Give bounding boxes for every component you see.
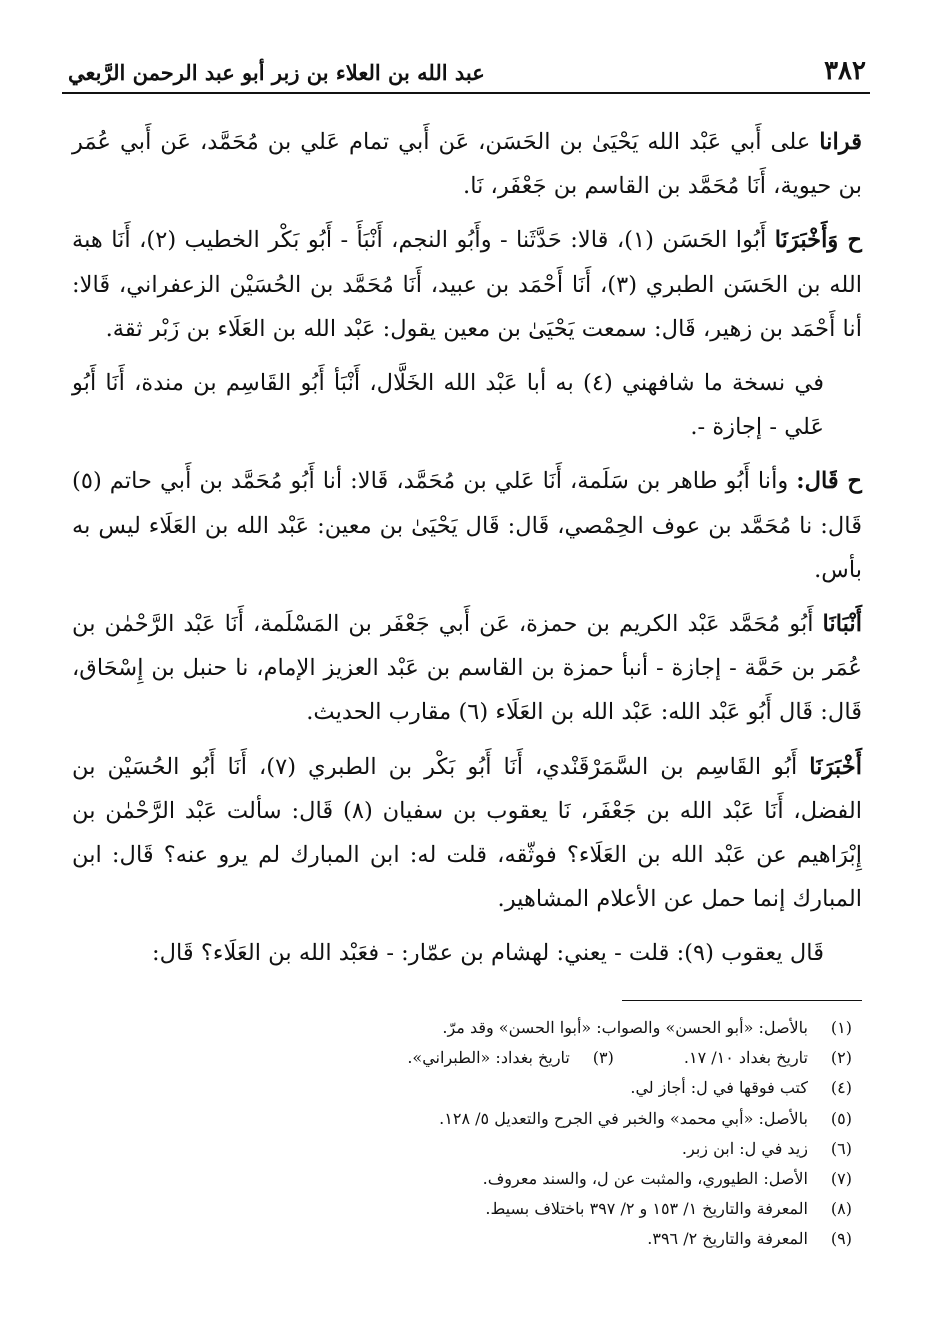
footnote-divider: [622, 1000, 862, 1001]
paragraph: [72, 361, 862, 449]
paragraph-lead: أَخْبَرَنَا: [809, 753, 862, 780]
paragraph: [72, 218, 862, 351]
footnotes: [72, 1013, 862, 1285]
footnote-number: (٣): [592, 1048, 614, 1068]
footnote-text: المعرفة والتاريخ ١/ ١٥٣ و ٢/ ٣٩٧ باختلاف بسيط.: [485, 1199, 808, 1219]
footnote: [72, 1013, 862, 1043]
footnote: [72, 1255, 862, 1285]
footnote-text: بالأصل: «أبي محمد» والخبر في الجرح والتعديل ٥/ ١٢٨.: [439, 1108, 808, 1128]
running-title: عبد الله بن العلاء بن زبر أبو عبد الرحمن الرَّبعي: [68, 60, 485, 85]
paragraph-lead: أَنْبَانَا: [822, 611, 862, 638]
paragraph-lead: ح قَال:: [796, 468, 862, 495]
paragraph-lead: ح وَأَخْبَرَنَا: [774, 227, 862, 254]
main-text: [72, 120, 862, 986]
footnote-number: (٦): [830, 1138, 852, 1158]
footnote-text: زيد في ل: ابن زبر.: [681, 1138, 808, 1158]
paragraph-text: قَال يعقوب (٩): قلت - يعني: لهشام بن عمّار: - فعَبْد الله بن العَلَاء؟ قَال:: [151, 940, 824, 967]
footnote-number: (٢): [830, 1048, 852, 1068]
paragraph: [72, 120, 862, 208]
paragraph: [72, 931, 862, 975]
footnote-text: تاريخ بغداد ١٠/ ١٧.: [683, 1048, 808, 1068]
footnote-number: (٧): [830, 1168, 852, 1188]
footnote-text: الأصل: الطيوري، والمثبت عن ل، والسند معروف.: [482, 1168, 808, 1188]
footnote: [72, 1134, 862, 1164]
footnote: [72, 1224, 862, 1254]
paragraph: [72, 459, 862, 592]
paragraph-text: على أَبي عَبْد الله يَحْيَىٰ بن الحَسَن، عَن أَبي تمام عَلي بن مُحَمَّد، عَن أَبي عُمَر بن حيوية، أَنَا مُحَمَّد بن القاسم بن جَعْفَر، نَا.: [72, 129, 862, 200]
footnote-number: (٥): [830, 1108, 852, 1128]
footnote-number: (٨): [830, 1199, 852, 1219]
footnote-text: بالأصل: «أبو الحسن» والصواب: «أبوا الحسن» وقد مرّ.: [442, 1018, 808, 1037]
footnote: [72, 1043, 862, 1073]
footnote: [72, 1164, 862, 1194]
footnote-number: (٩): [830, 1229, 852, 1249]
paragraph-text: أَبُو مُحَمَّد عَبْد الكريم بن حمزة، عَن أَبي جَعْفَر بن المَسْلَمة، أَنَا عَبْد الرَّحْمٰن بن عُمَر بن حَمَّة - إجازة - أنبأ حمزة بن القاسم بن عَبْد العزيز الإمام، نا حنبل بن إِسْحَاق، قَال: قَال أَبُو عَبْد الله: عَبْد الله بن العَلَاء (٦) مقارب الحديث.: [72, 611, 862, 726]
footnote: [72, 1073, 862, 1103]
footnote-text: المعرفة والتاريخ ٢/ ٣٩٦.: [647, 1229, 808, 1249]
footnote-number: (١): [830, 1018, 852, 1037]
paragraph-text: في نسخة ما شافهني (٤) به أبا عَبْد الله الخَلَّال، أَنْبَأ أَبُو القَاسِم بن مندة، أَنَا أَبُو عَلي - إجازة -.: [72, 370, 825, 441]
paragraph: [72, 745, 862, 922]
paragraph: [72, 602, 862, 735]
footnote-text: كتب فوقها في ل: أجاز لي.: [630, 1078, 808, 1098]
paragraph-text: أَبُو القَاسِم بن السَّمَرْقَنْدي، أَنَا أَبُو بَكْر بن الطبري (٧)، أَنَا أَبُو الحُسَيْن بن الفضل، أَنَا عَبْد الله بن جَعْفَر، نَا يعقوب بن سفيان (٨) قَال: سألت عَبْد الرَّحْمٰن بن إِبْرَاهيم عن عَبْد الله بن العَلَاء؟ فوثّقه، قلت له: ابن المبارك لم يرو عنه؟ قَال: ابن المبارك إنما حمل عن الأعلام المشاهير.: [72, 753, 863, 913]
paragraph-lead: قرانا: [819, 129, 862, 155]
footnote-text: تاريخ بغداد: «الطبراني».: [407, 1048, 570, 1068]
paragraph-text: أَبُوا الحَسَن (١)، قالا: حَدَّثَنا - وأَبُو النجم، أَنْبَأَ - أَبُو بَكْر الخطيب (٢)، أَنَا هبة الله بن الحَسَن الطبري (٣)، أَنَا أَحْمَد بن عبيد، أَنَا مُحَمَّد بن الحُسَيْن الزعفراني، قَالا: أنا أَحْمَد بن زهير، قَال: سمعت يَحْيَىٰ بن معين يقول: عَبْد الله بن العَلَاء بن زَبْر ثقة.: [72, 227, 862, 342]
footnote: [72, 1194, 862, 1224]
footnote: [72, 1104, 862, 1134]
footnote-number: (٤): [830, 1078, 852, 1098]
paragraph-text: وأنا أَبُو طاهر بن سَلَمة، أَنَا عَلي بن مُحَمَّد، قَالا: أنا أَبُو مُحَمَّد بن أَبي حاتم (٥) قَال: نا مُحَمَّد بن عوف الحِمْصي، قَال: قَال يَحْيَىٰ بن معين: عَبْد الله بن العَلَاء ليس به بأس.: [72, 468, 862, 583]
page-number: ٣٨٢: [824, 56, 866, 86]
page-header: [62, 52, 870, 94]
